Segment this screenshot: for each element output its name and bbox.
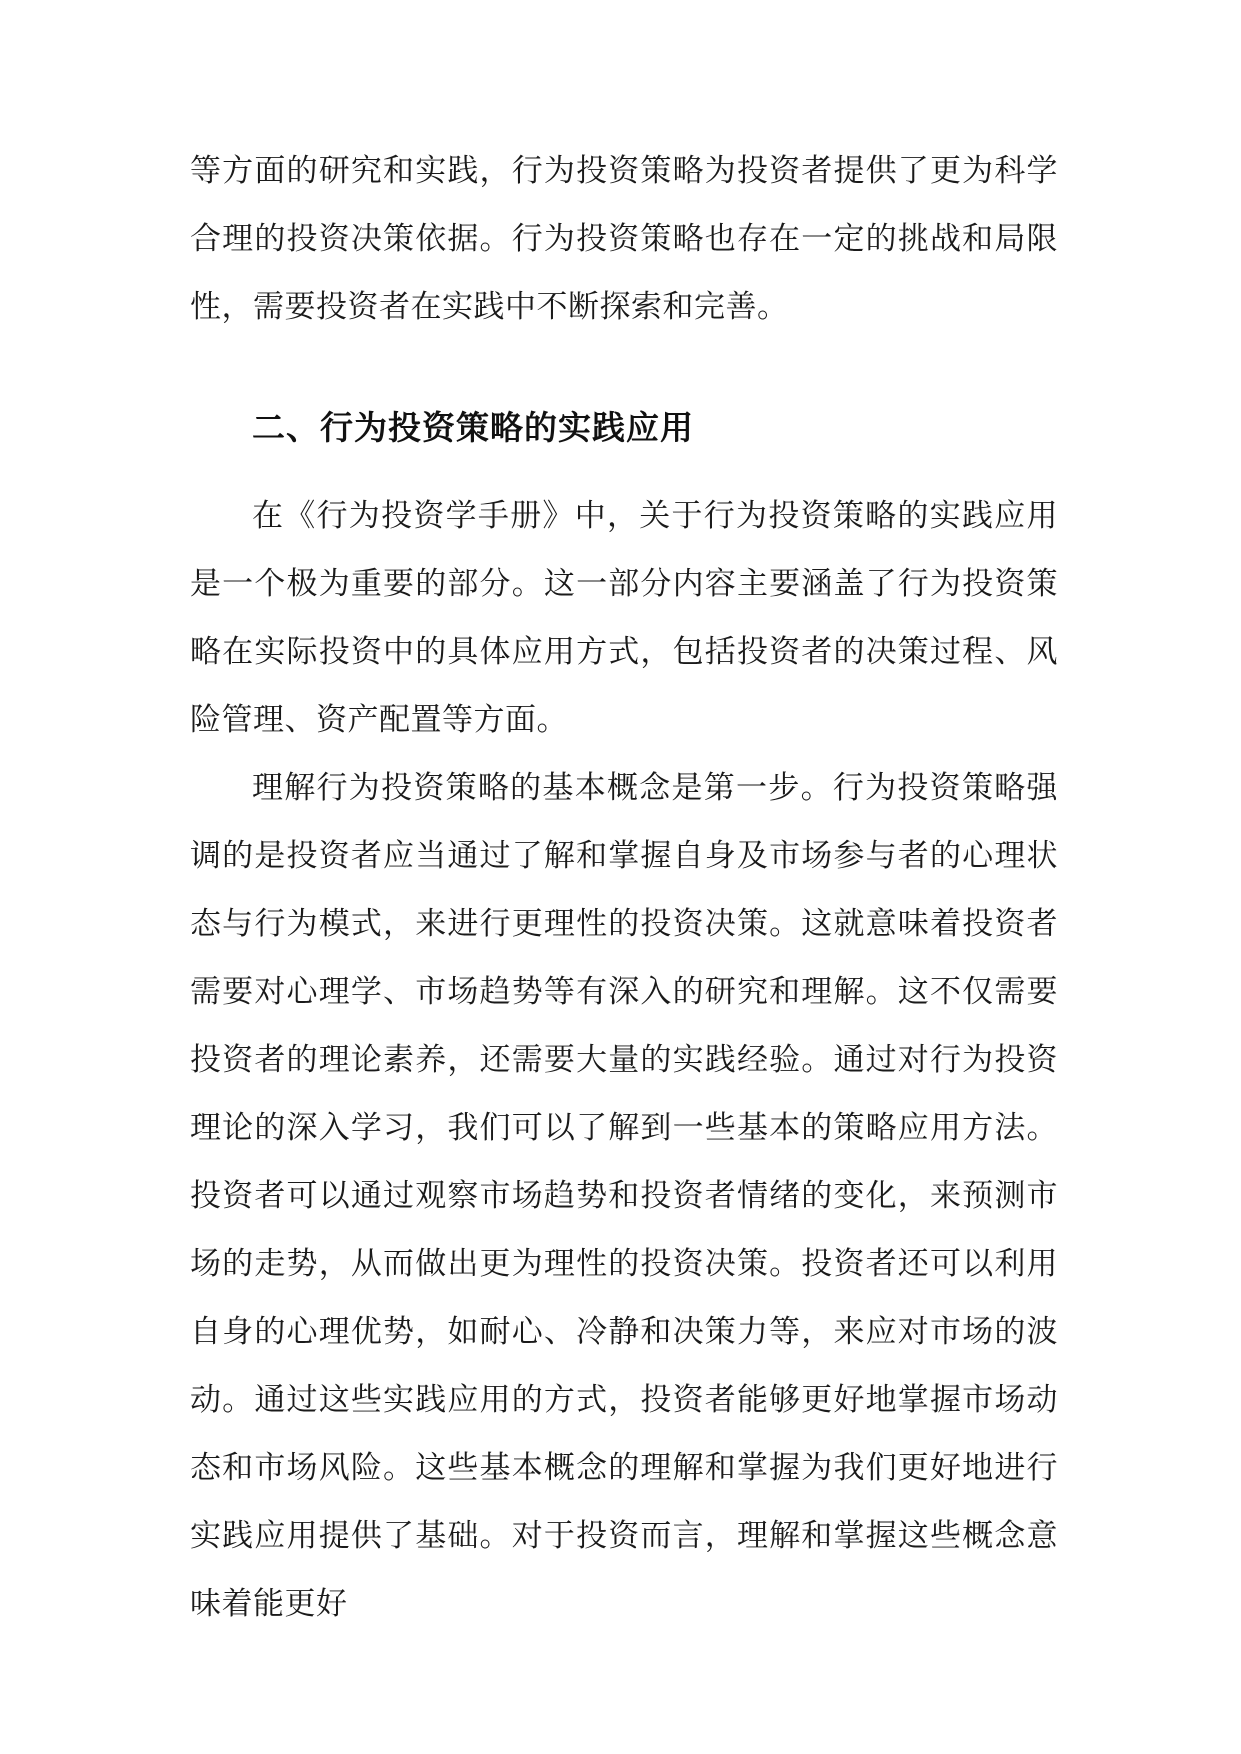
continued-paragraph: [190, 137, 1058, 341]
paragraph-intro: 在《行为投资学手册》中，关于行为投资策略的实践应用是一个极为重要的部分。这一部分内容主要涵盖了行为投资策略在实际投资中的具体应用方式，包括投资者的决策过程、风险管理、资产配置等方面。: [190, 498, 1058, 738]
paragraph-concepts: 理解行为投资策略的基本概念是第一步。行为投资策略强调的是投资者应当通过了解和掌握自身及市场参与者的心理状态与行为模式，来进行更理性的投资决策。这就意味着投资者需要对心理学、市场趋势等有深入的研究和理解。这不仅需要投资者的理论素养，还需要大量的实践经验。通过对行为投资理论的深入学习，我们可以了解到一些基本的策略应用方法。投资者可以通过观察市场趋势和投资者情绪的变化，来预测市场的走势，从而做出更为理性的投资决策。投资者还可以利用自身的心理优势，如耐心、冷静和决策力等，来应对市场的波动。通过这些实践应用的方式，投资者能够更好地掌握市场动态和市场风险。这些基本概念的理解和掌握为我们更好地进行实践应用提供了基础。对于投资而言，理解和掌握这些概念意味着能更好: [190, 770, 1058, 1622]
paragraph-text: 等方面的研究和实践，行为投资策略为投资者提供了更为科学合理的投资决策依据。行为投资策略也存在一定的挑战和局限性，需要投资者在实践中不断探索和完善。: [190, 153, 1058, 325]
section-body: [190, 482, 1058, 1638]
section-heading: 二、行为投资策略的实践应用: [252, 408, 694, 447]
